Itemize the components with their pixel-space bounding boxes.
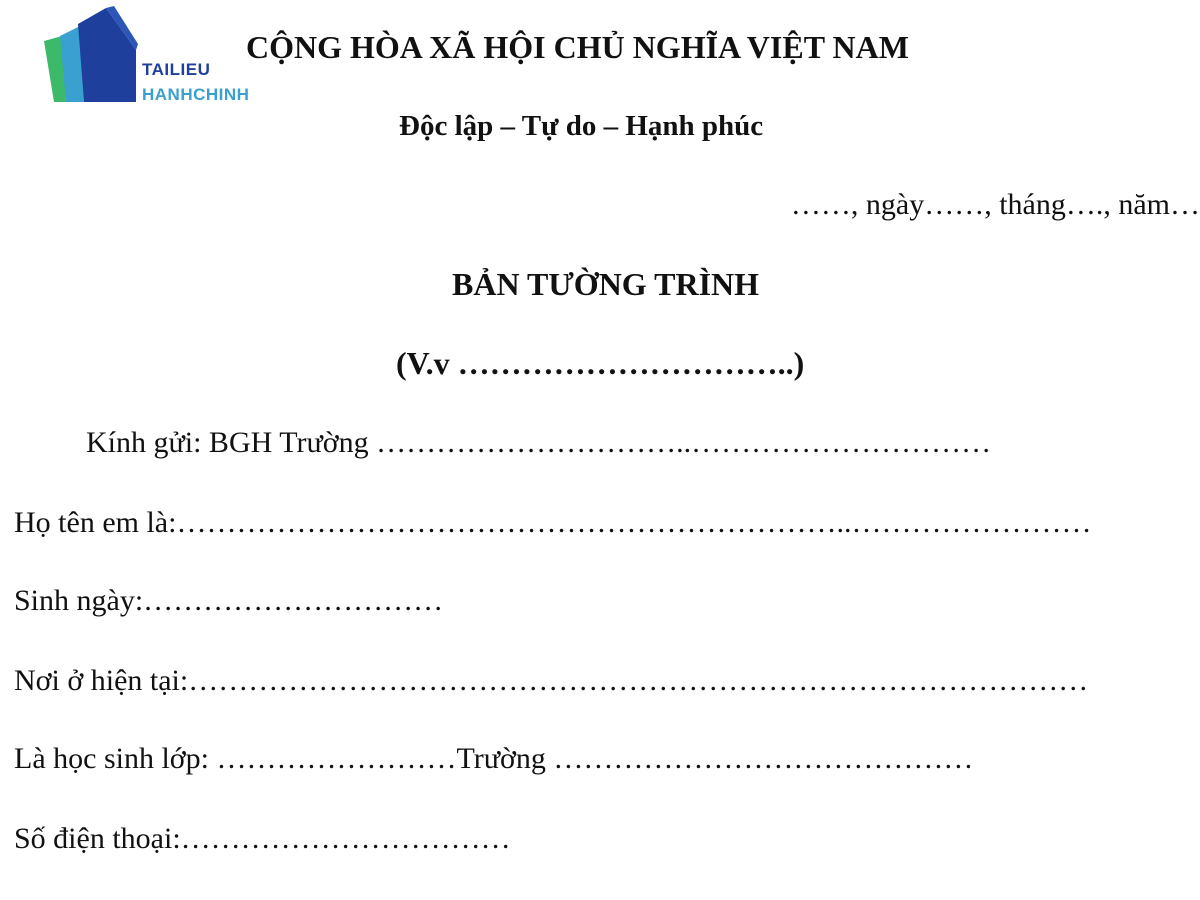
- document-subject: (V.v …………………………..): [396, 345, 805, 381]
- recipient-line: Kính gửi: BGH Trường …………………………..…………………………: [86, 426, 992, 459]
- document-title: BẢN TƯỜNG TRÌNH: [452, 266, 760, 302]
- date-line: ……, ngày……, tháng…., năm…: [790, 188, 1200, 221]
- nation-heading: CỘNG HÒA XÃ HỘI CHỦ NGHĨA VIỆT NAM: [246, 29, 909, 65]
- full-name-line: Họ tên em là:…………………………………………………………..……………………: [14, 506, 1092, 539]
- logo-books-icon: [42, 6, 142, 106]
- address-line: Nơi ở hiện tại:………………………………………………………………………………: [14, 664, 1089, 697]
- motto-heading: Độc lập – Tự do – Hạnh phúc: [399, 110, 764, 142]
- student-class-line: Là học sinh lớp: ……………………Trường ……………………………………: [14, 742, 974, 775]
- tailieu-hanhchinh-logo: [42, 6, 257, 106]
- logo-text-hanhchinh: HANHCHINH: [142, 85, 250, 104]
- phone-line: Số điện thoại:……………………………: [14, 822, 511, 855]
- logo-text-tailieu: TAILIEU: [142, 60, 211, 79]
- birth-date-line: Sinh ngày:…………………………: [14, 584, 444, 617]
